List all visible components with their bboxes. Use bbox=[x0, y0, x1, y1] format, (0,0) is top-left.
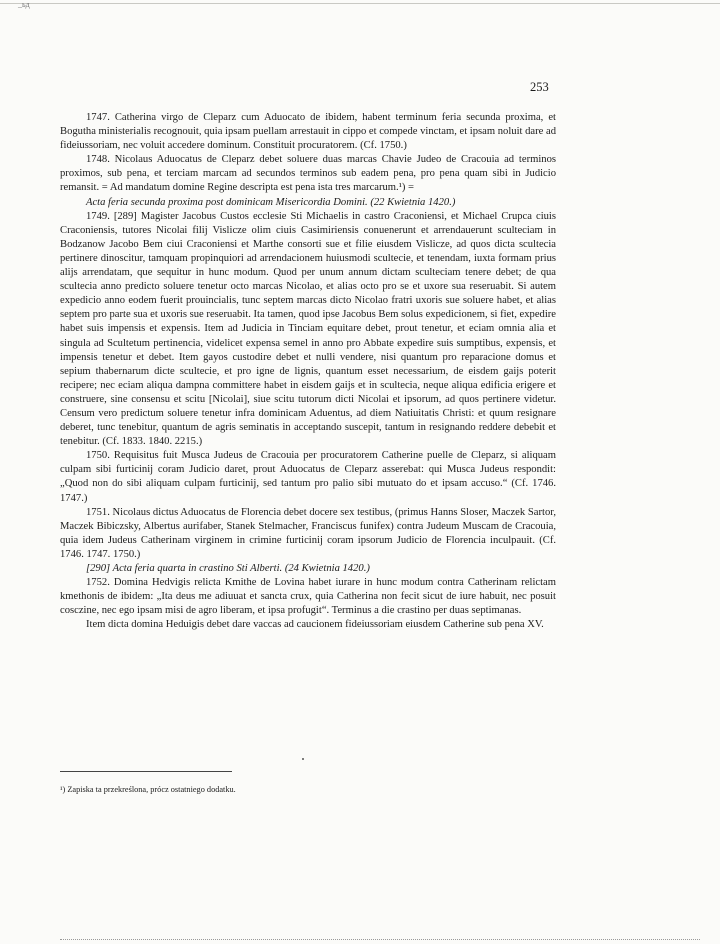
entry-1752: 1752. Domina Hedvigis relicta Kmithe de Lovina habet iurare in hunc modum contra Catherinam relictam kmethonis de ibidem: „Ita deus me adiuuat et sancta crux, quia Catherina non fecit sicut de iure habuit, nec posuit cosczine, nec ego ipsam misi de agro liberam, et ipsa profugit“. Terminus a die crastino per duas septimanas. bbox=[60, 577, 556, 617]
entry-1748: 1748. Nicolaus Aduocatus de Cleparz debet soluere duas marcas Chavie Judeo de Cracouia ad terminos proximos, sub pena, et terciam marcam ad secundos terminos sub eadem pena, pro pena quam sibi in Judicio remansit. = Ad mandatum domine Regine descripta est pena ista tres marcarum.¹) = bbox=[60, 154, 556, 194]
entry-1751: 1751. Nicolaus dictus Aduocatus de Florencia debet docere sex testibus, (primus Hanns Sloser, Maczek Sartor, Maczek Bibiczsky, Albertus aurifaber, Stanek Stelmacher, Franciscus funifex) contra Judeum Muscam de Cracouia, quia idem Judeus Catherinam virginem in crimine furticinij coram ipsorum Judicio de Florencia inculpauit. (Cf. 1746. 1747. 1750.) bbox=[60, 506, 556, 560]
ink-dot bbox=[302, 758, 304, 760]
main-text bbox=[60, 111, 556, 632]
session-heading-2: [290] Acta feria quarta in crastino Sti Alberti. (24 Kwietnia 1420.) bbox=[86, 563, 370, 574]
scan-bottom-edge bbox=[60, 939, 700, 941]
footnote: ¹) Zapiska ta przekreślona, prócz ostatniego dodatku. bbox=[60, 785, 236, 794]
entry-1749: 1749. [289] Magister Jacobus Custos ecclesie Sti Michaelis in castro Craconiensi, et Michael Crupca ciuis Craconiensis, tutores Nicolai filij Vislicze olim ciuis Casimiriensis conuenerunt et arrendauerunt sculteciam in Bodzanow Jacobo Bem ciui Craconiensi et Marthe consorti sue et filie eiusdem Vislicze, ad quos dicta scultecia pertinere dinoscitur, tamquam propinquiori ad arrendacionem huiusmodi scultecie, et tenendam, iuxta formam prius alijs arrendatam, que sequitur in hunc modum. Quod per unum annum dictam sculteciam tenere debet; de qua scultecia anno predicto soluere tenetur octo marcas Nicolao, et alias octo pro se et uxore sua reseruabit. Si autem expedicio anno eodem fuerit prouincialis, tunc septem marcas dicto Nicolao fratri uxoris sue soluere habet, et alias septem pro parte sua et uxoris sue reseruabit. Ita tamen, quod ipse Jacobus Bem solus expedicionem, si fiet, expedire habet suis impensis et expensis. Item ad Judicia in Tinciam equitare debet, prout tenetur, et eciam omnia alia et singula ad Scultetum pertinencia, videlicet expensa semel in anno pro Abbate expedire suis sumptibus, expensis, et impensis tenetur et debet. Item gayos custodire debet et nulli vendere, nisi quantum pro reparacione domus et sepium thabernarum dicte scultecie, et pro igne de lignis, quantum esset necessarium, de eisdem gaijs poterit recipere; nec eciam aliqua dampna committere habet in eisdem gaijs et in scultecia, neque aliqua edificia erigere et construere, sine consensu et scitu [Nicolai], siue scitu tutorum dicti Nicolai et ipsorum, ad quos pertinere videtur. Censum vero predictum soluere tenetur infra dominicam Aduentus, ad diem Natiuitatis Christi: et quum resignare deberet, tunc tenebitur, quantum de agris seminatis in acceptando suscepit, tantum in resignando reddere debebit et tenebitur. (Cf. 1833. 1840. 2215.) bbox=[60, 210, 556, 448]
page-number: 253 bbox=[530, 80, 549, 94]
session-heading-1: Acta feria secunda proxima post dominicam Misericordia Domini. (22 Kwietnia 1420.) bbox=[86, 196, 456, 208]
entry-1750: 1750. Requisitus fuit Musca Judeus de Cracouia per procuratorem Catherine puelle de Cleparz, si aliquam culpam sibi furticinij coram Judicio daret, prout Aduocatus de Cleparz asserebat: qui Musca Judeus respondit: „Quod non do sibi aliquam culpam furticinij, sed tantum pro palio sibi mutuato do et ipsam accuso.“ (Cf. 1746. 1747.) bbox=[60, 450, 556, 504]
entry-1747: 1747. Catherina virgo de Cleparz cum Aduocato de ibidem, habent terminum feria secunda proxima, et Bogutha ministerialis recognouit, quia ipsam puellam arrestauit in cippo et compede vinctam, et ipsam noluit dare ad fideiussoriam, nec voluit accedere dominum. Constituit procuratorem. (Cf. 1750.) bbox=[60, 112, 557, 152]
footnote-divider bbox=[60, 771, 232, 772]
entry-1752-item: Item dicta domina Heduigis debet dare vaccas ad caucionem fideiussoriam eiusdem Catherine sub pena XV. bbox=[86, 619, 544, 631]
scan-corner-mark: _ьд bbox=[18, 0, 30, 9]
scan-top-edge bbox=[0, 3, 720, 4]
